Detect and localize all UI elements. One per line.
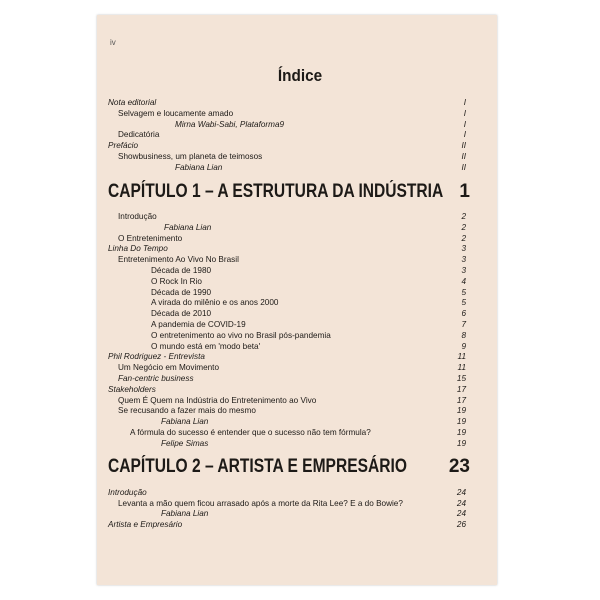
toc-entry-title: Prefácio	[108, 141, 139, 151]
toc-entry-title: Phil Rodriguez - Entrevista	[108, 352, 205, 362]
toc-entry-title: Fabiana Lian	[161, 417, 209, 427]
toc-entry-page: 24	[456, 488, 466, 497]
toc-entry-title: Fabiana Lian	[164, 222, 212, 232]
toc-entry-page: 4	[461, 276, 466, 286]
toc-entry-title: Introdução	[108, 488, 147, 497]
toc-entry-title: Showbusiness, um planeta de teimosos	[118, 152, 263, 161]
toc-entry-page: 2	[461, 212, 466, 221]
toc-entry-page: 19	[456, 438, 466, 448]
toc-entry-page: 15	[456, 374, 466, 383]
toc-entry-title: Década de 1990	[151, 287, 212, 297]
toc-entry-title: Introdução	[118, 212, 157, 221]
toc-entry-page: 17	[456, 384, 466, 394]
chapter-2-heading	[0, 456, 600, 484]
toc-entry-title: Se recusando a fazer mais do mesmo	[118, 406, 256, 416]
toc-entry	[0, 519, 600, 531]
toc-entry-page: 2	[461, 222, 466, 232]
toc-entry-page: 3	[461, 255, 466, 265]
toc-entry-title: Década de 1980	[151, 266, 212, 275]
toc-entry-page: 5	[461, 298, 466, 308]
toc-entry-title: Nota editorial	[108, 98, 157, 107]
toc-entry-page: 2	[461, 233, 466, 243]
toc-entry-title: Quem É Quem na Indústria do Entretenimento ao Vivo	[118, 395, 317, 405]
toc-entry-title: Fabiana Lian	[175, 162, 223, 172]
toc-entry-title: Selvagem e loucamente amado	[118, 108, 234, 118]
toc-entry-page: 3	[461, 266, 466, 275]
page-number: iv	[110, 38, 116, 47]
toc-entry-page: I	[463, 108, 466, 118]
toc-entry-page: 6	[461, 309, 466, 319]
index-title: Índice	[277, 66, 323, 85]
toc-entry-title: Levanta a mão quem ficou arrasado após a morte da Rita Lee? E a do Bowie?	[118, 498, 403, 508]
toc-entry-title: O Rock In Rio	[151, 276, 202, 286]
chapter-2-page: 23	[448, 456, 470, 477]
toc-entry-title: Fan-centric business	[118, 374, 194, 383]
toc-entry-title: O Entretenimento	[118, 233, 183, 243]
toc-entry-page: 5	[461, 287, 466, 297]
toc-entry-title: Década de 2010	[151, 309, 212, 319]
toc-entry-title: A pandemia de COVID-19	[151, 320, 246, 329]
toc-entry-title: Um Negócio em Movimento	[118, 363, 220, 373]
toc-entry-title: Entretenimento Ao Vivo No Brasil	[118, 255, 239, 265]
toc-entry-page: II	[461, 162, 466, 172]
toc-entry-page: I	[463, 130, 466, 140]
chapter-1-heading	[0, 181, 600, 209]
toc-entry	[0, 162, 600, 174]
toc-entry-title: Artista e Empresário	[108, 519, 183, 529]
toc-entry-page: 8	[461, 330, 466, 340]
toc-entry-page: 3	[461, 244, 466, 254]
toc-entry-page: I	[463, 119, 466, 129]
toc-entry-title: A fórmula do sucesso é entender que o sucesso não tem fórmula?	[130, 428, 371, 437]
toc-entry-title: O entretenimento ao vivo no Brasil pós-pandemia	[151, 330, 331, 340]
chapter-2-title: CAPÍTULO 2 – ARTISTA E EMPRESÁRIO	[108, 456, 407, 477]
toc-entry-title: Stakeholders	[108, 384, 156, 394]
toc-entry-page: 11	[457, 363, 466, 373]
toc-entry-page: 19	[456, 428, 466, 437]
toc-entry-title: Fabiana Lian	[161, 509, 209, 518]
toc-entry-title: Mirna Wabi-Sabi, Plataforma9	[175, 119, 285, 129]
toc-entry-page: 7	[461, 320, 466, 329]
toc-entry-page: 24	[456, 498, 466, 508]
toc-entry-page: II	[461, 152, 466, 161]
toc-entry-page: 26	[456, 519, 466, 529]
toc-entry-page: 19	[456, 417, 466, 427]
toc-entry	[0, 438, 600, 450]
chapter-1-title: CAPÍTULO 1 – A ESTRUTURA DA INDÚSTRIA	[108, 181, 444, 202]
toc-entry-page: 19	[456, 406, 466, 416]
chapter-1-page: 1	[459, 181, 470, 202]
toc-entry-title: O mundo está em 'modo beta'	[151, 341, 261, 351]
toc-entry-title: Linha Do Tempo	[108, 244, 168, 254]
toc-entry-title: Dedicatória	[118, 130, 160, 140]
toc-entry-page: 17	[456, 395, 466, 405]
toc-entry-page: 9	[461, 341, 466, 351]
toc-entry-page: II	[461, 141, 466, 151]
toc-entry-page: 24	[456, 509, 466, 518]
toc-entry-page: I	[463, 98, 466, 107]
toc-entry-title: A virada do milênio e os anos 2000	[151, 298, 279, 308]
toc-entry-title: Felipe Simas	[161, 438, 209, 448]
toc-entry-page: 11	[457, 352, 466, 362]
